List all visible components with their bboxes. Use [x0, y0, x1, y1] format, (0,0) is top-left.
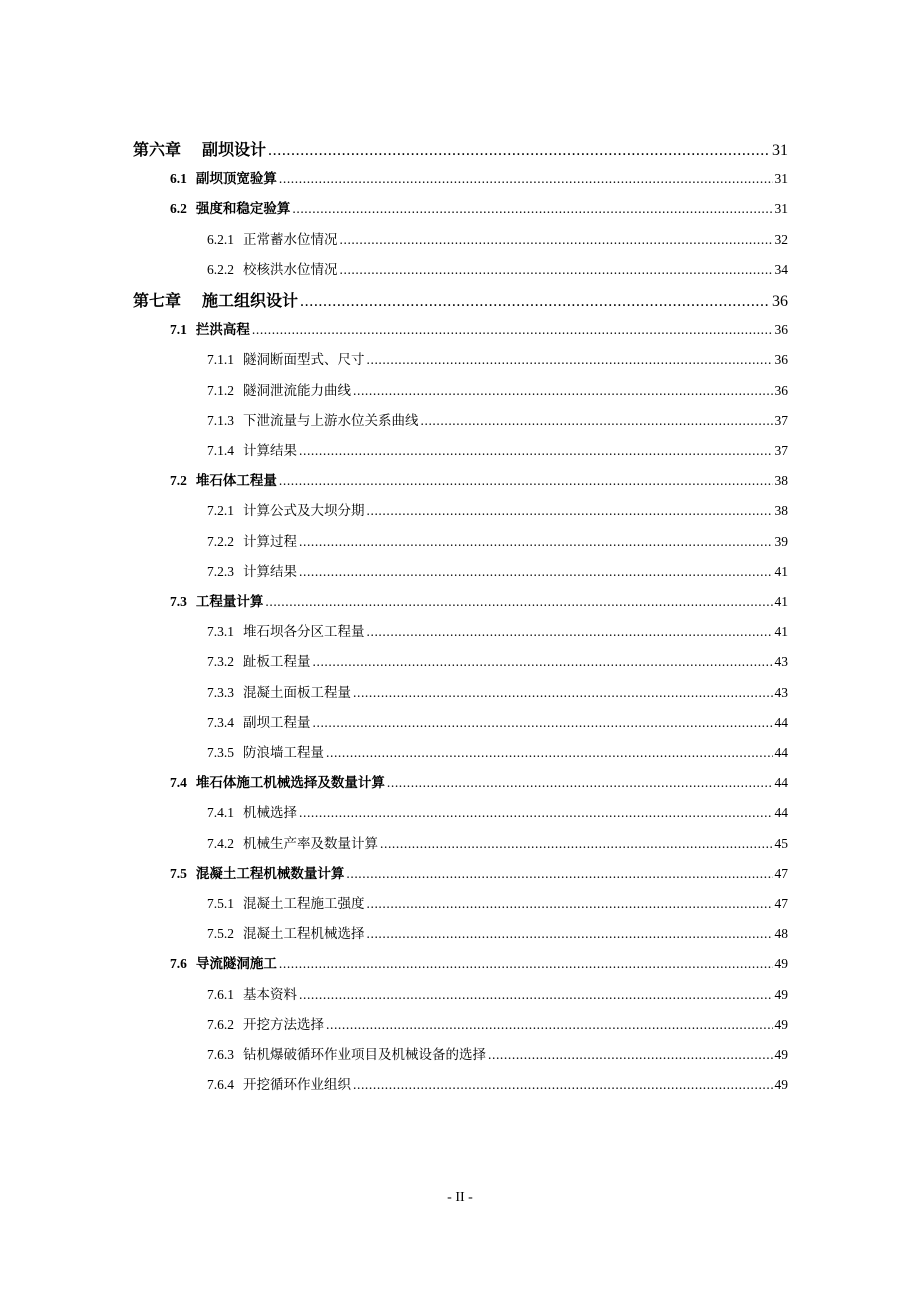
- toc-entry[interactable]: [207, 620, 788, 640]
- toc-dot-leader: [340, 262, 773, 278]
- toc-entry-page: 38: [774, 503, 788, 519]
- toc-entry-number: 7.6: [170, 956, 187, 972]
- toc-entry-title: 机械生产率及数量计算: [243, 835, 378, 852]
- toc-dot-leader: [299, 534, 773, 550]
- toc-entry-title: 计算结果: [243, 443, 297, 459]
- toc-entry-title: 导流隧洞施工: [195, 956, 277, 973]
- toc-entry-title: 混凝土工程施工强度: [243, 896, 365, 912]
- toc-entry-number: 7.3.3: [207, 684, 234, 700]
- toc-entry-title: 计算过程: [243, 533, 297, 550]
- toc-entry-page: 47: [774, 896, 788, 911]
- toc-entry-page: 43: [774, 654, 788, 670]
- toc-dot-leader: [299, 564, 773, 580]
- toc-entry[interactable]: [207, 530, 788, 550]
- toc-entry[interactable]: [133, 288, 788, 311]
- toc-dot-leader: [326, 1017, 773, 1033]
- toc-dot-leader: [387, 775, 773, 791]
- toc-entry[interactable]: [170, 771, 788, 791]
- toc-entry-number: 7.3.4: [207, 714, 234, 730]
- toc-entry-title: 堆石坝各分区工程量: [243, 624, 365, 641]
- toc-entry[interactable]: [207, 499, 788, 519]
- toc-dot-leader: [252, 322, 773, 338]
- toc-dot-leader: [299, 443, 773, 459]
- toc-dot-leader: [279, 473, 773, 489]
- toc-entry[interactable]: [207, 1013, 788, 1033]
- toc-dot-leader: [299, 987, 773, 1003]
- toc-entry-number: 7.2.3: [207, 563, 234, 579]
- toc-entry-title: 副坝设计: [202, 140, 267, 159]
- toc-entry-page: 38: [774, 473, 788, 489]
- toc-entry-page: 49: [774, 986, 788, 1002]
- toc-entry[interactable]: [207, 228, 788, 248]
- toc-entry-number: 6.2.2: [207, 261, 234, 277]
- toc-entry-number: 7.3.5: [207, 745, 234, 760]
- toc-entry-page: 34: [774, 261, 788, 277]
- toc-entry-page: 36: [774, 382, 788, 398]
- toc-dot-leader: [367, 896, 773, 912]
- toc-entry-title: 校核洪水位情况: [243, 261, 338, 278]
- toc-entry-title: 计算公式及大坝分期: [243, 503, 365, 520]
- toc-entry[interactable]: [170, 590, 788, 610]
- toc-entry-title: 钻机爆破循环作业项目及机械设备的选择: [243, 1047, 486, 1063]
- toc-entry-page: 49: [774, 956, 788, 972]
- toc-entry[interactable]: [207, 681, 788, 701]
- toc-entry[interactable]: [207, 983, 788, 1003]
- toc-entry-page: 36: [772, 293, 788, 310]
- toc-entry-page: 49: [774, 1047, 788, 1062]
- toc-entry-number: 6.2.1: [207, 231, 234, 247]
- toc-entry-number: 7.6.3: [207, 1047, 234, 1062]
- toc-entry-page: 48: [774, 926, 788, 942]
- toc-entry-title: 防浪墙工程量: [243, 745, 324, 761]
- toc-entry-title: 施工组织设计: [202, 291, 299, 310]
- toc-entry[interactable]: [170, 318, 788, 338]
- toc-entry-page: 37: [774, 443, 788, 458]
- toc-dot-leader: [367, 926, 773, 942]
- toc-dot-leader: [421, 413, 773, 429]
- toc-entry-title: 趾板工程量: [243, 654, 311, 671]
- toc-dot-leader: [292, 201, 772, 217]
- toc-entry-number: 7.5.1: [207, 896, 234, 911]
- toc-entry[interactable]: [207, 258, 788, 278]
- toc-entry-page: 44: [774, 805, 788, 821]
- toc-entry-number: 7.3.1: [207, 624, 234, 640]
- toc-dot-leader: [353, 383, 773, 399]
- toc-entry[interactable]: [207, 1073, 788, 1093]
- toc-entry-page: 31: [774, 201, 788, 217]
- toc-entry-page: 44: [774, 775, 788, 791]
- toc-entry[interactable]: [170, 469, 788, 489]
- toc-entry-number: 7.4: [170, 775, 187, 791]
- toc-entry[interactable]: [207, 832, 788, 852]
- toc-entry-number: 7.3.2: [207, 654, 234, 670]
- toc-dot-leader: [279, 171, 773, 187]
- toc-entry-number: 第六章: [133, 140, 182, 159]
- toc-entry-number: 7.4.1: [207, 805, 234, 821]
- toc-entry[interactable]: [207, 379, 788, 399]
- toc-entry-title: 堆石体施工机械选择及数量计算: [195, 775, 385, 792]
- toc-entry-page: 36: [774, 322, 788, 338]
- toc-entry-number: 6.2: [170, 201, 187, 217]
- toc-dot-leader: [279, 956, 773, 972]
- toc-entry-title: 计算结果: [243, 563, 297, 580]
- toc-entry-page: 44: [774, 714, 788, 730]
- toc-entry-title: 混凝土面板工程量: [243, 684, 351, 701]
- toc-dot-leader: [353, 1077, 773, 1093]
- toc-entry[interactable]: [170, 862, 788, 882]
- toc-entry-page: 36: [774, 352, 788, 368]
- toc-entry-number: 7.2.2: [207, 533, 234, 549]
- toc-entry[interactable]: [133, 137, 788, 160]
- toc-entry-number: 第七章: [133, 291, 182, 310]
- toc-entry-page: 39: [774, 533, 788, 549]
- toc-entry-title: 副坝工程量: [243, 714, 311, 731]
- toc-dot-leader: [367, 352, 773, 368]
- toc-dot-leader: [265, 594, 772, 610]
- toc-entry-title: 隧洞泄流能力曲线: [243, 382, 351, 399]
- toc-entry[interactable]: [207, 892, 788, 912]
- toc-entry-number: 7.6.1: [207, 986, 234, 1002]
- toc-entry-title: 隧洞断面型式、尺寸: [243, 352, 365, 369]
- toc-entry-page: 32: [774, 231, 788, 247]
- toc-entry-title: 机械选择: [243, 805, 297, 822]
- toc-entry[interactable]: [207, 409, 788, 429]
- toc-dot-leader: [380, 836, 773, 852]
- toc-entry-page: 47: [774, 865, 788, 881]
- toc-entry-page: 41: [774, 563, 788, 579]
- toc-entry[interactable]: [170, 952, 788, 972]
- toc-entry-number: 7.1.4: [207, 443, 234, 458]
- toc-entry-title: 堆石体工程量: [195, 473, 277, 490]
- toc-entry-title: 混凝土工程机械数量计算: [195, 865, 345, 882]
- toc-entry-page: 41: [774, 624, 788, 640]
- toc-entry[interactable]: [207, 741, 788, 761]
- toc-entry[interactable]: [170, 197, 788, 217]
- toc-entry[interactable]: [207, 650, 788, 670]
- toc-entry-page: 49: [774, 1077, 788, 1093]
- toc-entry-number: 7.6.4: [207, 1077, 234, 1093]
- toc-entry[interactable]: [170, 167, 788, 187]
- toc-entry-number: 7.1.3: [207, 412, 234, 428]
- page-number: - II -: [447, 1190, 473, 1205]
- toc-entry-title: 下泄流量与上游水位关系曲线: [243, 412, 419, 429]
- toc-entry-number: 7.3: [170, 594, 187, 609]
- toc-entry[interactable]: [207, 711, 788, 731]
- toc-entry-title: 开挖循环作业组织: [243, 1077, 351, 1094]
- toc-entry-number: 7.6.2: [207, 1016, 234, 1032]
- toc-entry-title: 强度和稳定验算: [195, 201, 291, 218]
- toc-dot-leader: [353, 685, 773, 701]
- toc-entry-title: 基本资料: [243, 986, 297, 1003]
- toc-dot-leader: [313, 654, 773, 670]
- toc-entry-page: 31: [774, 171, 788, 187]
- toc-entry-page: 43: [774, 684, 788, 700]
- toc-entry-number: 7.5.2: [207, 926, 234, 942]
- toc-entry[interactable]: [207, 801, 788, 821]
- toc-dot-leader: [326, 745, 773, 761]
- toc-entry-page: 44: [774, 745, 788, 760]
- toc-entry-title: 开挖方法选择: [243, 1016, 324, 1033]
- toc-dot-leader: [367, 503, 773, 519]
- toc-dot-leader: [313, 715, 773, 731]
- toc-entry[interactable]: [207, 1043, 788, 1063]
- toc-entry-title: 正常蓄水位情况: [243, 231, 338, 248]
- toc-entry-page: 31: [772, 142, 788, 159]
- toc-dot-leader: [367, 624, 773, 640]
- toc-dot-leader: [299, 805, 773, 821]
- toc-dot-leader: [300, 293, 770, 311]
- toc-entry-number: 7.5: [170, 865, 187, 881]
- toc-entry-number: 7.1.2: [207, 382, 234, 398]
- toc-entry-title: 副坝顶宽验算: [195, 171, 277, 188]
- toc-entry-number: 7.4.2: [207, 835, 234, 851]
- toc-dot-leader: [340, 232, 773, 248]
- toc-entry-number: 7.1: [170, 322, 187, 338]
- toc-dot-leader: [346, 866, 772, 882]
- toc-entry-number: 7.2: [170, 473, 187, 489]
- toc-entry[interactable]: [207, 922, 788, 942]
- toc-entry[interactable]: [207, 439, 788, 459]
- toc-entry-page: 49: [774, 1016, 788, 1032]
- toc-entry-page: 41: [774, 594, 788, 609]
- toc-entry-title: 拦洪高程: [195, 322, 250, 339]
- toc-entry-number: 7.1.1: [207, 352, 234, 368]
- toc-entry-number: 6.1: [170, 171, 187, 187]
- toc-dot-leader: [488, 1047, 773, 1063]
- toc-entry-page: 37: [774, 412, 788, 428]
- toc-entry-title: 工程量计算: [195, 594, 264, 610]
- toc-entry[interactable]: [207, 348, 788, 368]
- toc-dot-leader: [268, 142, 770, 160]
- toc-entry-title: 混凝土工程机械选择: [243, 926, 365, 943]
- toc-entry[interactable]: [207, 560, 788, 580]
- toc-entry-page: 45: [774, 835, 788, 851]
- toc-entry-number: 7.2.1: [207, 503, 234, 519]
